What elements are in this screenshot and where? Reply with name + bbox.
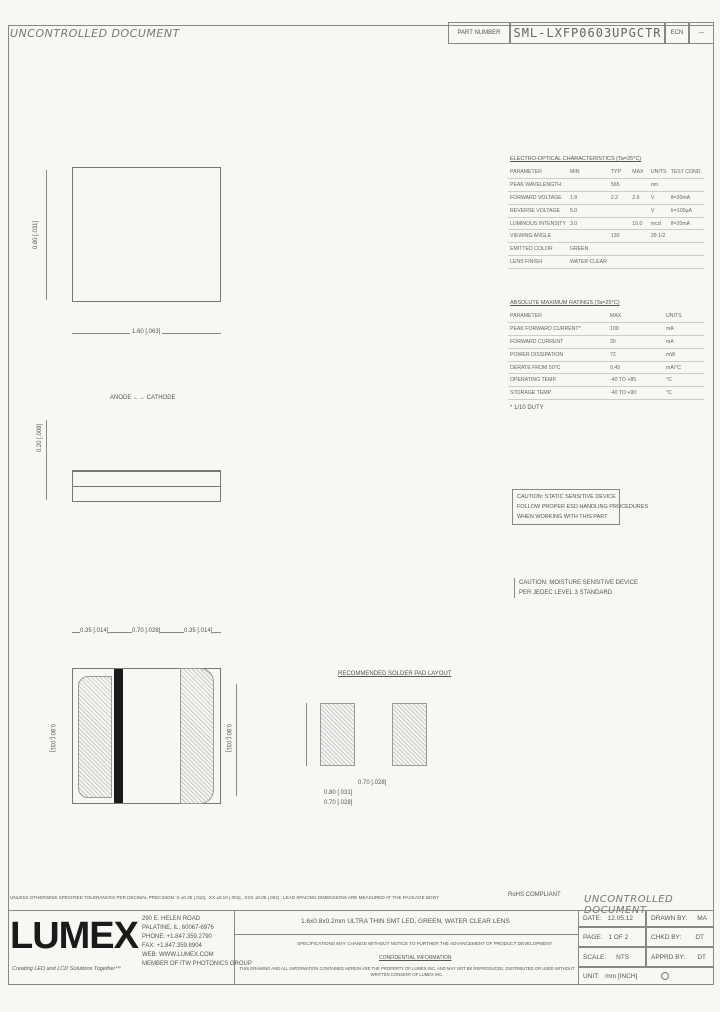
table-row <box>508 204 704 217</box>
esd-caution-line: WHEN WORKING WITH THIS PART <box>517 514 608 520</box>
cell: °C <box>664 387 704 400</box>
approved-cell <box>646 947 714 967</box>
side-view-height-dim-line <box>46 420 47 500</box>
projection-symbol-icon <box>661 972 669 980</box>
cell <box>669 179 704 192</box>
cell: WATER CLEAR <box>568 256 609 269</box>
cell: 100 <box>608 323 664 336</box>
cell: PEAK FORWARD CURRENT* <box>508 323 608 336</box>
esd-caution-box <box>512 489 649 525</box>
col-units: UNITS <box>649 166 669 179</box>
max-ratings-table <box>508 310 704 400</box>
table-row <box>508 179 704 192</box>
cell: 0.45 <box>608 361 664 374</box>
cell <box>609 204 630 217</box>
cell: OPERATING TEMP. <box>508 374 608 387</box>
cell: nm <box>649 179 669 192</box>
cell <box>630 230 649 243</box>
bottom-view-dim-right: 0.80 [.031] <box>225 723 232 753</box>
solder-pad-gap-dim: 0.70 [.028] <box>358 780 387 786</box>
cell <box>630 204 649 217</box>
cell: 30 <box>608 336 664 349</box>
cell: EMITTED COLOR <box>508 243 568 256</box>
unit-value: mm [INCH] <box>605 972 638 980</box>
cell <box>568 179 609 192</box>
rohs-label: RoHS COMPLIANT <box>508 892 561 898</box>
cell: -40 TO +90 <box>608 387 664 400</box>
side-view-height-dim: 0.20 [.008] <box>37 423 44 453</box>
cell <box>630 256 649 269</box>
date-label: DATE: <box>583 915 602 922</box>
cell <box>568 230 609 243</box>
solder-pad-pad-dim: 0.70 [.028] <box>324 800 353 806</box>
bottom-view-dim-left: 0.80 [.031] <box>49 723 56 753</box>
date-cell <box>578 910 646 927</box>
cell <box>609 217 630 230</box>
description-cell <box>234 910 578 985</box>
table-row <box>508 230 704 243</box>
drawn-value: MA <box>697 915 707 922</box>
cell: 565 <box>609 179 630 192</box>
esd-caution-line: CAUTION: STATIC SENSITIVE DEVICE <box>517 494 616 500</box>
cell: 5.0 <box>568 204 609 217</box>
cell: 72 <box>608 348 664 361</box>
cell: FORWARD CURRENT <box>508 336 608 349</box>
cell: LUMINOUS INTENSITY <box>508 217 568 230</box>
scale-label: SCALE: <box>583 953 607 961</box>
part-description: 1.6x0.8x0.2mm ULTRA THIN SMT LED, GREEN, WATER CLEAR LENS <box>301 918 510 925</box>
table-row <box>508 348 704 361</box>
cell: 130 <box>609 230 630 243</box>
cell <box>609 243 630 256</box>
cell: 1.8 <box>568 192 609 205</box>
cell: If=20mA <box>669 192 704 205</box>
cell: REVERSE VOLTAGE <box>508 204 568 217</box>
cell: STORAGE TEMP. <box>508 387 608 400</box>
cell: 2.2 <box>609 192 630 205</box>
uncontrolled-footer: UNCONTROLLED DOCUMENT <box>584 894 674 916</box>
col-max: MAX <box>630 166 649 179</box>
cell: 10.0 <box>630 217 649 230</box>
electro-optical-title: ELECTRO-OPTICAL CHARACTERISTICS (Ta=25°C) <box>510 156 642 162</box>
cell <box>669 256 704 269</box>
table-row <box>508 323 704 336</box>
col-min: MIN <box>568 166 609 179</box>
solder-pad-title: RECOMMENDED SOLDER PAD LAYOUT <box>338 671 452 677</box>
bottom-view-dim-b: 0.70 [.028] <box>132 628 161 634</box>
address-line: MEMBER OF ITW PHOTONICS GROUP <box>142 961 252 967</box>
drawn-label: DRAWN BY: <box>651 915 688 922</box>
moisture-caution-line: PER JEDEC LEVEL 3 STANDARD <box>519 590 613 596</box>
cell <box>649 243 669 256</box>
table-row <box>508 387 704 400</box>
cell <box>630 179 649 192</box>
solder-pad-left <box>320 703 355 766</box>
cell: mA <box>664 323 704 336</box>
tolerance-note: UNLESS OTHERWISE SPECIFIED TOLERANCES PER DECIMAL PRECISION: X ±0.25 [.010], .XX ±0.10 [.004], .XXX ±0.05 [.002] ; LEAD SPACING DIMENSIONS ARE MEASURED AT THE PACKAGE BODY <box>10 896 439 900</box>
top-view-width-dim: 1.60 [.063] <box>132 329 161 335</box>
cell: °C <box>664 374 704 387</box>
col-max: MAX <box>608 310 664 323</box>
cell: 3.0 <box>568 217 609 230</box>
checked-cell <box>646 927 714 947</box>
table-row <box>508 217 704 230</box>
table-row <box>508 336 704 349</box>
lumex-tagline: Creating LED and LCD Solutions Together™ <box>12 966 121 972</box>
col-units: UNITS <box>664 310 704 323</box>
cell: 2θ 1/2 <box>649 230 669 243</box>
page-cell <box>578 927 646 947</box>
side-view-lead <box>72 486 221 487</box>
cell: mW <box>664 348 704 361</box>
table-row <box>508 361 704 374</box>
cell: POWER DISSIPATION <box>508 348 608 361</box>
bottom-view-anode-pad <box>180 668 214 804</box>
page-label: PAGE: <box>583 933 603 941</box>
bottom-view-right-dim-line <box>236 684 237 796</box>
top-view-height-dim: 0.80 [.031] <box>33 220 40 250</box>
cell: mA <box>664 336 704 349</box>
part-number-label: PART NUMBER <box>457 30 501 36</box>
bottom-view-dim-a: 0.35 [.014] <box>80 628 109 634</box>
part-number: SML-LXFP0603UPGCTR <box>513 26 662 40</box>
col-test: TEST COND. <box>669 166 704 179</box>
address-line: PHONE: +1.847.359.2790 <box>142 934 212 940</box>
cell: V <box>649 204 669 217</box>
solder-pad-left-dim-line <box>306 703 307 766</box>
cell: FORWARD VOLTAGE <box>508 192 568 205</box>
cell: LENS FINISH <box>508 256 568 269</box>
address-line: FAX: +1.847.359.8904 <box>142 943 202 949</box>
top-view-height-dim-line <box>46 170 47 300</box>
col-parameter: PARAMETER <box>508 310 608 323</box>
cell: If=20mA <box>669 217 704 230</box>
cell <box>669 243 704 256</box>
electro-optical-table <box>508 166 704 269</box>
checked-value: DT <box>695 933 705 941</box>
moisture-caution-line: CAUTION: MOISTURE SENSITIVE DEVICE <box>519 580 639 586</box>
cell: mcd <box>649 217 669 230</box>
checked-label: CHKD BY: <box>651 933 682 941</box>
lumex-logo: LUMEX <box>10 915 138 957</box>
address-line: 290 E. HELEN ROAD <box>142 916 201 922</box>
moisture-caution <box>514 578 638 598</box>
solder-pad-width-dim: 0.80 [.031] <box>324 790 353 796</box>
cell <box>609 256 630 269</box>
table-row <box>508 243 704 256</box>
cell: GREEN <box>568 243 609 256</box>
top-view-body <box>72 167 221 302</box>
scale-cell <box>578 947 646 967</box>
page-value: 1 OF 2 <box>608 933 629 941</box>
col-parameter: PARAMETER <box>508 166 568 179</box>
cell: -40 TO +85 <box>608 374 664 387</box>
cell: Ir=100μA <box>669 204 704 217</box>
approved-value: DT <box>697 953 706 961</box>
bottom-view-dim-c: 0.35 [.014] <box>184 628 213 634</box>
confidential-text: THIS DRAWING AND ALL INFORMATION CONTAINED HEREIN ARE THE PROPERTY OF LUMEX INC. AND MAY NOT BE REPRODUCED, DISTRIBUTED OR USED WITHOUT WRITTEN CONSENT OF LUMEX INC. <box>239 966 575 977</box>
cell <box>649 256 669 269</box>
cell: PEAK WAVELENGTH <box>508 179 568 192</box>
ecn-value: --- <box>698 30 705 36</box>
table-row <box>508 256 704 269</box>
unit-cell <box>578 967 714 985</box>
cell: DERATE FROM 50°C <box>508 361 608 374</box>
scale-value: NTS <box>616 953 630 961</box>
col-typ: TYP <box>609 166 630 179</box>
description-divider <box>235 934 579 935</box>
date-value: 12.05.12 <box>607 915 633 922</box>
address-line: PALATINE, IL. 60067-6976 <box>142 925 214 931</box>
table-header-row <box>508 310 704 323</box>
cell: V <box>649 192 669 205</box>
ecn-label: ECN <box>670 30 684 36</box>
max-ratings-footnote: * 1/10 DUTY <box>510 405 544 411</box>
confidential-title: CONFIDENTIAL INFORMATION <box>379 955 452 961</box>
address-line: WEB: WWW.LUMEX.COM <box>142 952 214 958</box>
table-row <box>508 192 704 205</box>
cell <box>669 230 704 243</box>
cell: 2.6 <box>630 192 649 205</box>
table-row <box>508 374 704 387</box>
unit-label: UNIT: <box>583 972 600 980</box>
solder-pad-right <box>392 703 427 766</box>
max-ratings-title: ABSOLUTE MAXIMUM RATINGS (Ta=25°C) <box>510 300 620 306</box>
uncontrolled-stamp: UNCONTROLLED DOCUMENT <box>10 27 180 40</box>
polarity-label: ANODE ←→ CATHODE <box>110 395 176 401</box>
spec-notice: SPECIFICATIONS MAY CHANGE WITHOUT NOTICE TO FURTHER THE ADVANCEMENT OF PRODUCT DEVELOPMENT <box>297 941 553 946</box>
cell: VIEWING ANGLE <box>508 230 568 243</box>
drawn-cell <box>646 910 714 927</box>
table-header-row <box>508 166 704 179</box>
cell: mA/°C <box>664 361 704 374</box>
esd-caution-line: FOLLOW PROPER ESD HANDLING PROCEDURES <box>517 504 649 510</box>
approved-label: APPRD BY: <box>651 953 686 961</box>
cell <box>630 243 649 256</box>
